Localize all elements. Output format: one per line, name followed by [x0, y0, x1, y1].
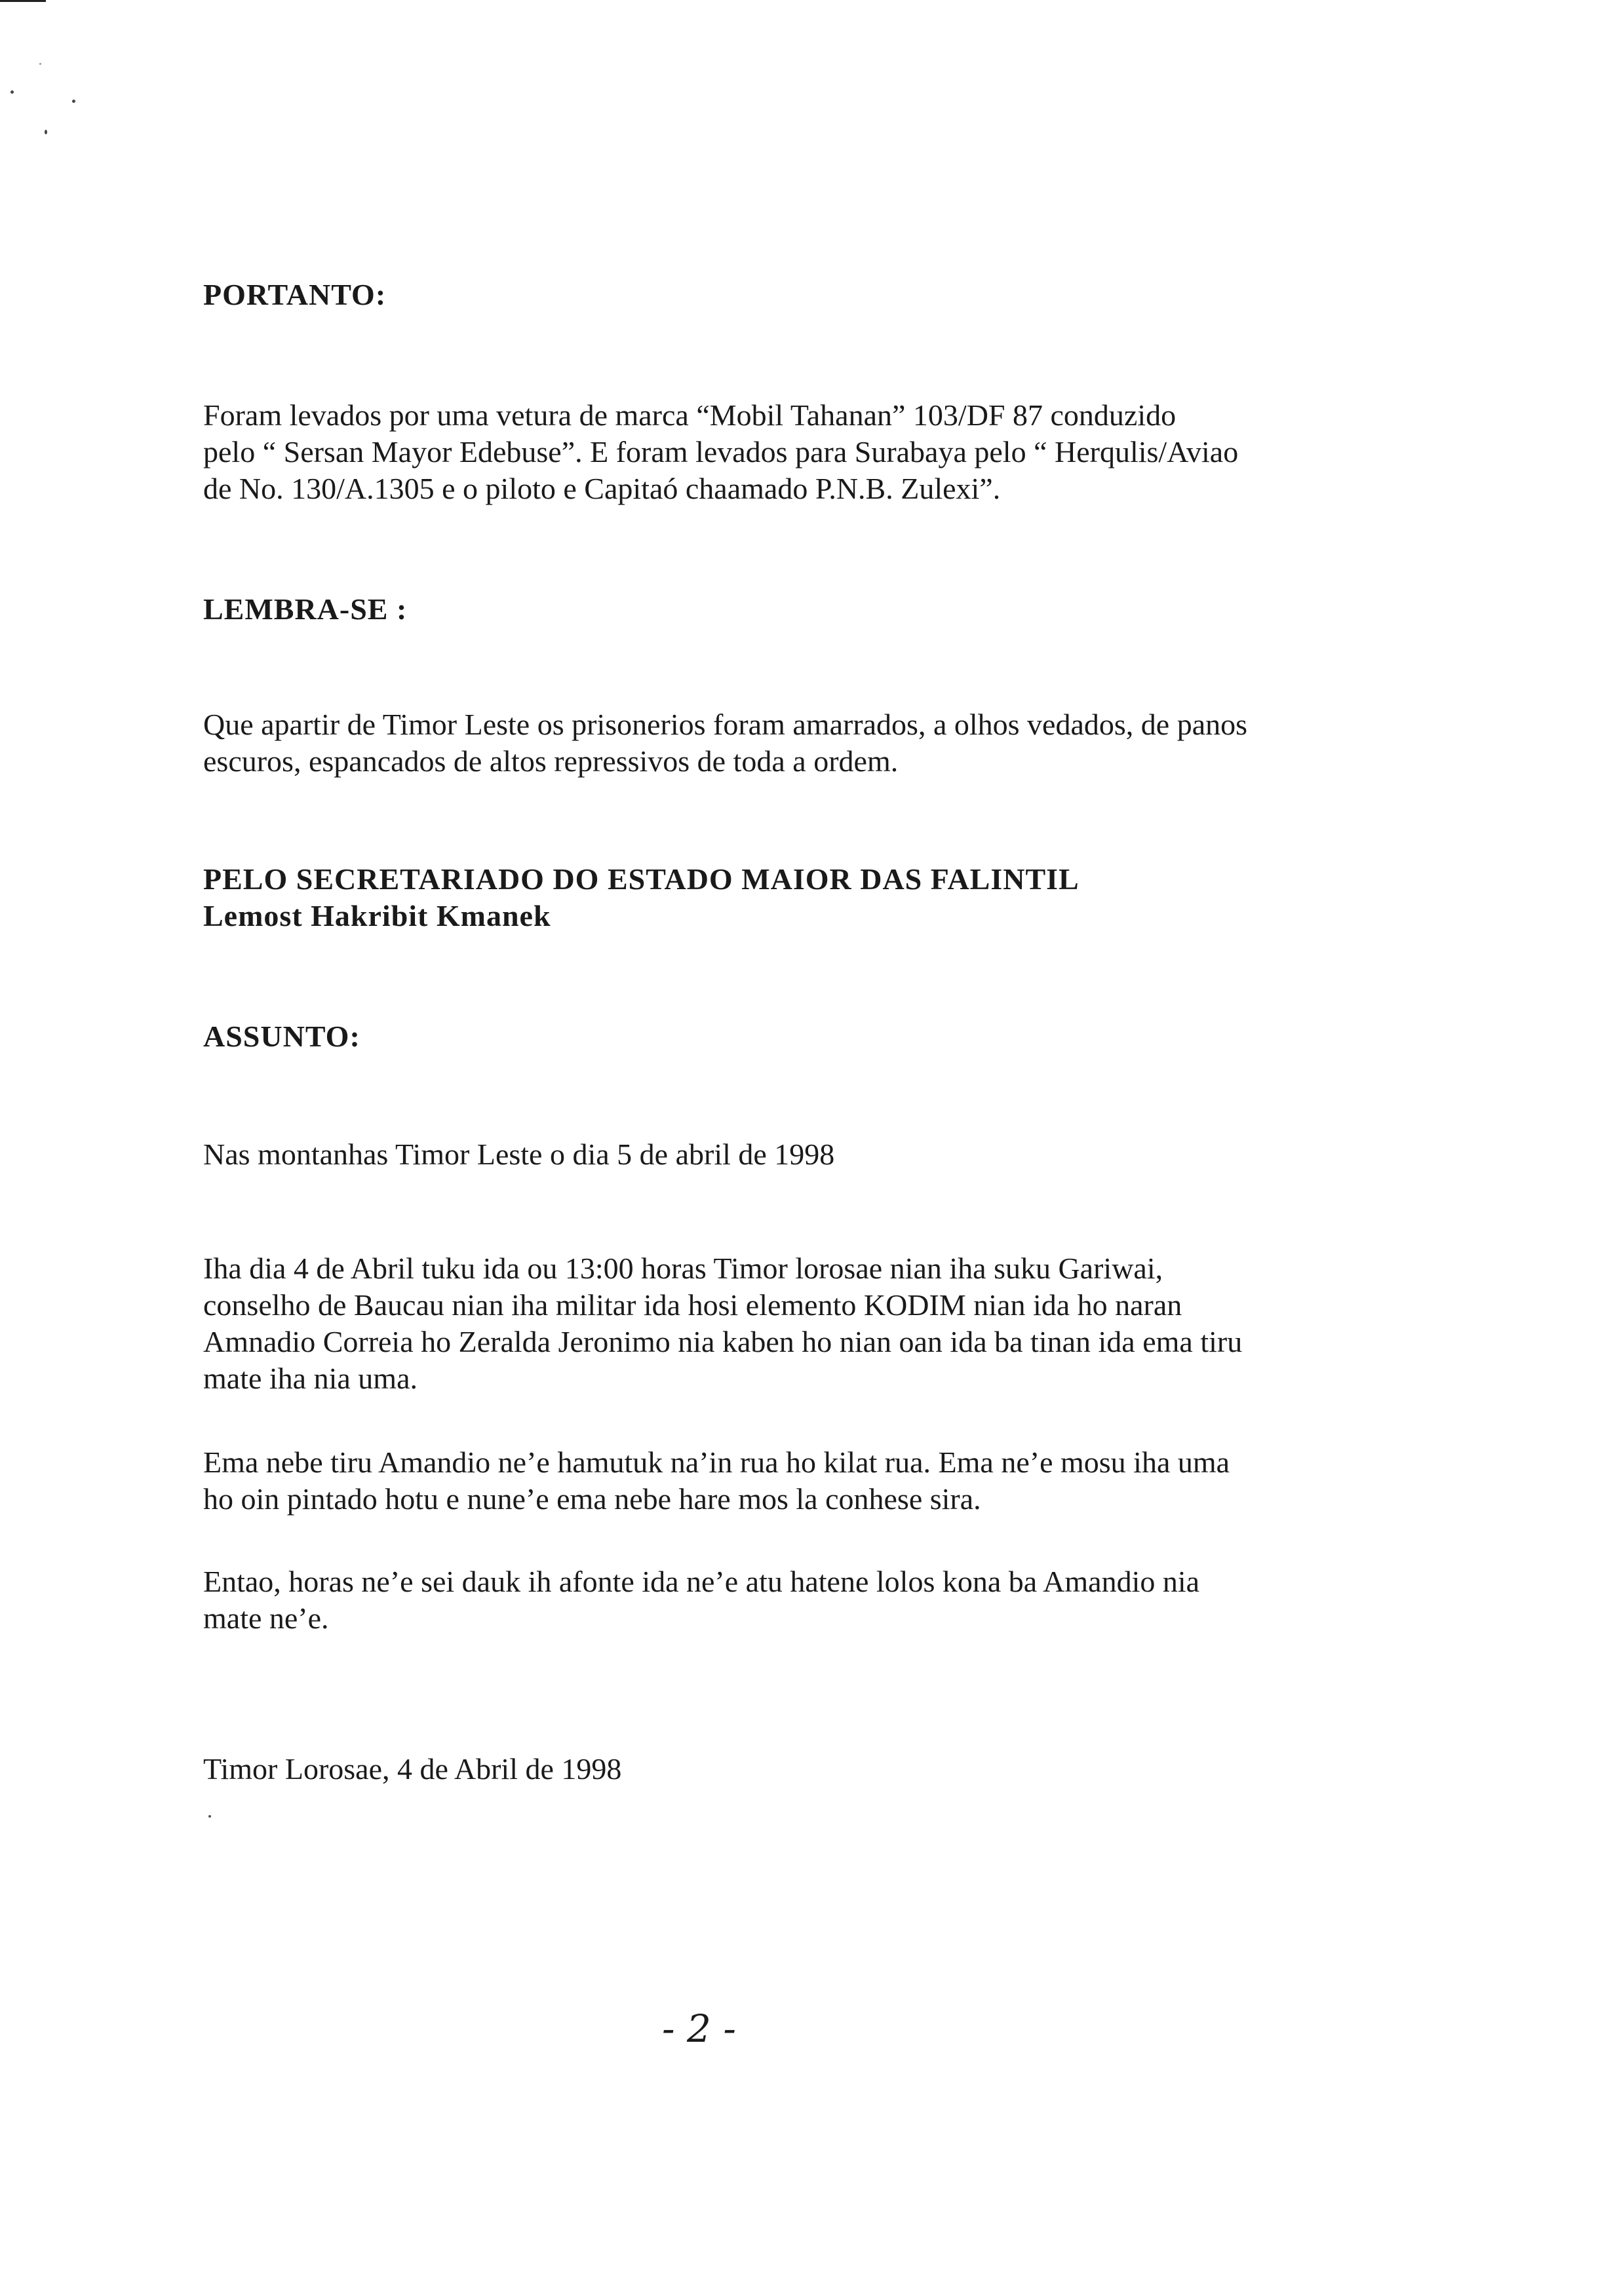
text-line: Amnadio Correia ho Zeralda Jeronimo nia kaben ho nian oan ida ba tinan ida ema tiru: [203, 1325, 1243, 1358]
text-line: Foram levados por uma vetura de marca “Mobil Tahanan” 103/DF 87 conduzido: [203, 398, 1177, 432]
scan-edge-mark: [0, 0, 46, 2]
text-line: ho oin pintado hotu e nune’e ema nebe hare mos la conhese sira.: [203, 1482, 981, 1516]
body-paragraph-1: [203, 1250, 1383, 1397]
assunto-date-line: Nas montanhas Timor Leste o dia 5 de abril de 1998: [203, 1138, 835, 1171]
scan-speck: [208, 1815, 211, 1818]
body-paragraph-2: [203, 1444, 1383, 1518]
heading-assunto: ASSUNTO:: [203, 1020, 360, 1053]
text-line: mate ne’e.: [203, 1601, 329, 1635]
scan-speck: [72, 100, 75, 103]
body-paragraph-3: [203, 1563, 1383, 1637]
text-line: Ema nebe tiru Amandio ne’e hamutuk na’in rua ho kilat rua. Ema ne’e mosu iha uma: [203, 1445, 1230, 1479]
scan-speck: [10, 90, 14, 94]
text-line: conselho de Baucau nian iha militar ida hosi elemento KODIM nian ida ho naran: [203, 1288, 1182, 1322]
scan-speck: [45, 130, 47, 134]
closing-place-date: Timor Lorosae, 4 de Abril de 1998: [203, 1752, 622, 1786]
heading-lembra-se: LEMBRA-SE :: [203, 592, 408, 626]
page-number: - 2 -: [662, 2006, 736, 2051]
paragraph-lembra-se: [203, 706, 1383, 780]
secretariat-subtitle: Lemost Hakribit Kmanek: [203, 899, 551, 932]
text-line: pelo “ Sersan Mayor Edebuse”. E foram levados para Surabaya pelo “ Herqulis/Aviao: [203, 435, 1239, 469]
secretariat-title: PELO SECRETARIADO DO ESTADO MAIOR DAS FALINTIL: [203, 862, 1080, 896]
text-line: Entao, horas ne’e sei dauk ih afonte ida ne’e atu hatene lolos kona ba Amandio nia: [203, 1565, 1200, 1598]
heading-portanto: PORTANTO:: [203, 278, 387, 311]
paragraph-portanto: [203, 397, 1383, 507]
text-line: escuros, espancados de altos repressivos de toda a ordem.: [203, 744, 899, 778]
scan-speck: [39, 63, 41, 65]
text-line: Que apartir de Timor Leste os prisonerios foram amarrados, a olhos vedados, de panos: [203, 708, 1248, 741]
text-line: Iha dia 4 de Abril tuku ida ou 13:00 horas Timor lorosae nian iha suku Gariwai,: [203, 1252, 1163, 1285]
text-line: mate iha nia uma.: [203, 1362, 418, 1395]
text-line: de No. 130/A.1305 e o piloto e Capitaó chaamado P.N.B. Zulexi”.: [203, 472, 1001, 505]
